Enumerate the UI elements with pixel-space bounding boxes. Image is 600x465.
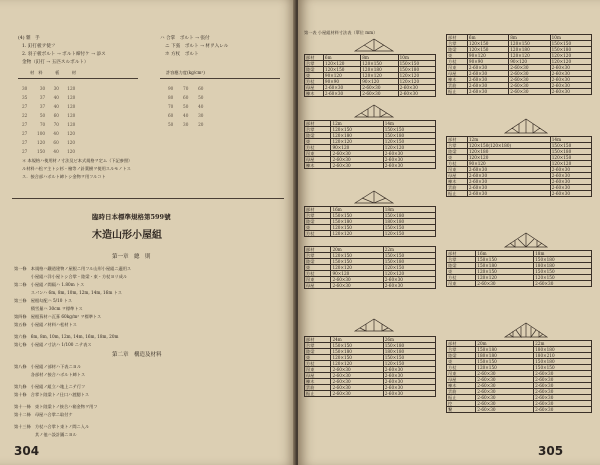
text-line: スパンハ 6m, 8m, 10m, 12m, 14m, 16m トス — [14, 290, 122, 295]
rule — [18, 78, 138, 79]
member-table: 部材 16m 18m 合掌 150×150 150×180 陸梁 150×180 180×180 束 120×150 150×150 方杖 120×120 120×150 — [304, 206, 436, 237]
text-line: 第九條 小屋組ノ組立ハ地上ニテ行フ — [14, 384, 86, 389]
rule — [12, 198, 284, 199]
text-line: 35 37 40 120 — [22, 95, 76, 100]
page-number: 305 — [538, 444, 564, 458]
text-line: 第八條 小屋組ノ部材ハ下表ニヨル — [14, 364, 82, 369]
text-line: 22 50 60 120 — [22, 113, 76, 118]
text-line: 第十條 合掌ト陸梁トノ仕口ハ渡腮トス — [14, 392, 90, 397]
truss-diagram — [504, 118, 548, 134]
text-line: 90 70 60 — [168, 86, 204, 91]
text-line: 第十二條 母屋ハ合掌ニ取付ケ — [14, 412, 73, 417]
document-title: 木造山形小屋組 — [92, 230, 162, 241]
text-line: 積雪量ハ 30cm ヲ標準トス — [14, 306, 83, 311]
text-line: 其ノ他ハ設計圖ニヨル — [14, 432, 77, 437]
truss-diagram — [354, 38, 394, 52]
rule — [160, 78, 280, 79]
member-table: 部材 24m 26m 合掌 150×150 150×180 陸梁 150×180 180×180 束 120×150 150×150 方杖 120×120 120×150 吊束 2-60×30 2-60×30 母屋 2-60×30 2-60×30 棟木 2-60×30 2-60×30 雲筋 2-60×30 2-60×30 振止 2-60×30 2-60×30 — [304, 336, 436, 397]
page-number: 304 — [14, 444, 40, 458]
truss-diagram — [354, 190, 394, 204]
text-line: ハ 合掌 ボルト → 張付 — [160, 36, 210, 41]
text-line: 第十一條 束ト陸梁トノ接合ハ箱金物ヲ用フ — [14, 404, 98, 409]
text-line: 第六條 6m, 8m, 10m, 12m, 14m, 16m, 18m, 20m — [14, 334, 119, 339]
text-line: 金物（釘打 → 五匹スルボルト） — [22, 60, 89, 65]
standard-number: 臨時日本標準規格第599號 — [92, 213, 171, 221]
truss-diagram — [354, 104, 394, 118]
member-table: 部材 20m 22m 合掌 150×180 180×180 陸梁 180×180 180×210 束 150×150 150×180 方杖 120×150 150×150 吊束 2-60×30 2-60×30 母屋 2-60×30 2-60×30 棟木 2-60×30 2-60×30 雲筋 2-60×30 2-60×30 振止 2-60×30 2-60×30 控 2-60×30 2-60×30 繋 2-60×30 2-60×30 — [446, 340, 592, 413]
text-line: 27 70 70 120 — [22, 122, 76, 127]
text-line: 30 30 30 120 — [22, 86, 76, 91]
member-table: 部材 6m 8m 10m 合掌 120×120 120×150 150×150 陸梁 120×150 120×180 150×180 束 90×120 120×120 120×120 方杖 90×90 90×120 120×120 母屋 2-60×30 2-60×30 2-60×30 棟木 2-60×30 2-60×30 2-60×30 — [304, 54, 436, 97]
text-line: 第一條 本規格ハ鐵道建物ノ屋根ニ用フル山形小屋組ニ適用ス — [14, 266, 132, 271]
text-line: 第五條 小屋組ノ材料ハ松材トス — [14, 322, 77, 327]
member-table: 部材 16m 18m 合掌 150×150 150×180 陸梁 150×180 180×180 束 120×150 150×150 方杖 120×120 120×150 吊束 2-60×30 2-60×30 — [446, 250, 592, 287]
text-line: 材 料 板 材 — [30, 70, 77, 75]
text-line: 第三條 屋根勾配ハ 5/10 トス — [14, 298, 73, 303]
chapter-heading: 第一章 總 則 — [112, 254, 151, 260]
text-line: 第七條 小屋組ノ寸法ハ 1/100 ニテ表ス — [14, 342, 92, 347]
text-line: 2. 羽子板ボルト → ボルト締付ケ → 添ス — [22, 52, 106, 57]
text-line: 27 150 40 120 — [22, 149, 76, 154]
left-page — [0, 0, 296, 465]
text-line: 第十三條 方杖ハ合掌ト束トノ間ニ入ル — [14, 424, 90, 429]
text-line: 27 100 40 120 — [22, 131, 76, 136]
text-line: 60 40 30 — [168, 113, 204, 118]
text-line: 27 37 40 120 — [22, 104, 76, 109]
member-table: 部材 12m 14m 合掌 120×150 150×150 陸梁 120×180 150×180 束 120×120 120×150 方杖 90×120 120×120 吊束 2-60×30 2-60×30 母屋 2-60×30 2-60×30 棟木 2-60×30 2-60×30 — [304, 120, 436, 169]
chapter-heading: 第二章 構造及材料 — [112, 352, 162, 358]
text-line: 小屋組ハ洋小屋トシ合掌・陸梁・束・方杖ヨリ成ル — [14, 274, 128, 279]
text-line: ニ 下張 ボルト → 材ヲ入レル — [165, 44, 229, 49]
text-line: 1. 釘打板ヲ使フ — [22, 44, 56, 49]
member-table: 部材 20m 22m 合掌 120×150 150×150 陸梁 150×150 150×180 束 120×120 120×150 方杖 90×120 120×120 吊束 2-60×30 2-60×30 母屋 2-60×30 2-60×30 — [304, 246, 436, 289]
text-line: 第二條 小屋組ノ間隔ハ 1.80m トス — [14, 282, 85, 287]
text-line: 第一表 小屋組材料寸法表（單位 mm） — [304, 30, 378, 35]
text-line: 70 50 40 — [168, 104, 204, 109]
member-table: 部材 12m 14m 合掌 120×150(120×180) 150×150 陸梁 120×180 150×180 束 120×120 120×150 方杖 90×120 120×120 吊束 2-60×30 2-60×30 母屋 2-60×30 2-60×30 棟木 2-60×30 2-60×30 雲筋 2-60×30 2-60×30 振止 2-60×30 2-60×30 — [446, 136, 592, 197]
text-line: ル材料ハ松ヲ主トシ杉・檜等ノ針葉樹ヲ使用スルモノトス — [22, 166, 131, 171]
text-line: 第四條 屋根葺材ハ瓦葺 60kg/m² ヲ標準トス — [14, 314, 102, 319]
text-line: ホ 方杖 ボルト — [165, 52, 199, 57]
text-line: 27 120 60 120 — [22, 140, 76, 145]
member-table: 部材 6m 8m 10m 合掌 120×150 120×150 150×150 陸梁 120×150 120×180 150×180 束 90×120 120×120 120×120 方杖 90×90 90×120 120×120 吊束 2-60×30 2-60×30 2-60×30 母屋 2-60×30 2-60×30 2-60×30 棟木 2-60×30 2-60×30 2-60×30 雲筋 2-60×30 2-60×30 2-60×30 振止 2-60×30 2-60×30 2-60×30 — [446, 34, 592, 95]
text-line: ＊ 本規格ハ使用材ノ寸法及ビ本式規格ヲ定ム（下記参照） — [22, 158, 133, 163]
text-line: 80 60 50 — [168, 95, 204, 100]
text-line: ス．接合部ハボルト締トシ金物ヲ用フルコト — [22, 174, 106, 179]
text-line: 50 30 20 — [168, 122, 204, 127]
text-line: 各部材ノ接合ハボルト締トス — [14, 372, 86, 377]
truss-diagram — [504, 322, 548, 338]
right-page — [298, 0, 600, 465]
text-line: (4) 雜 手 — [18, 36, 40, 41]
truss-diagram — [354, 318, 394, 332]
text-line: 許容應力度(kg/cm²) — [166, 70, 205, 75]
truss-diagram — [504, 232, 548, 248]
